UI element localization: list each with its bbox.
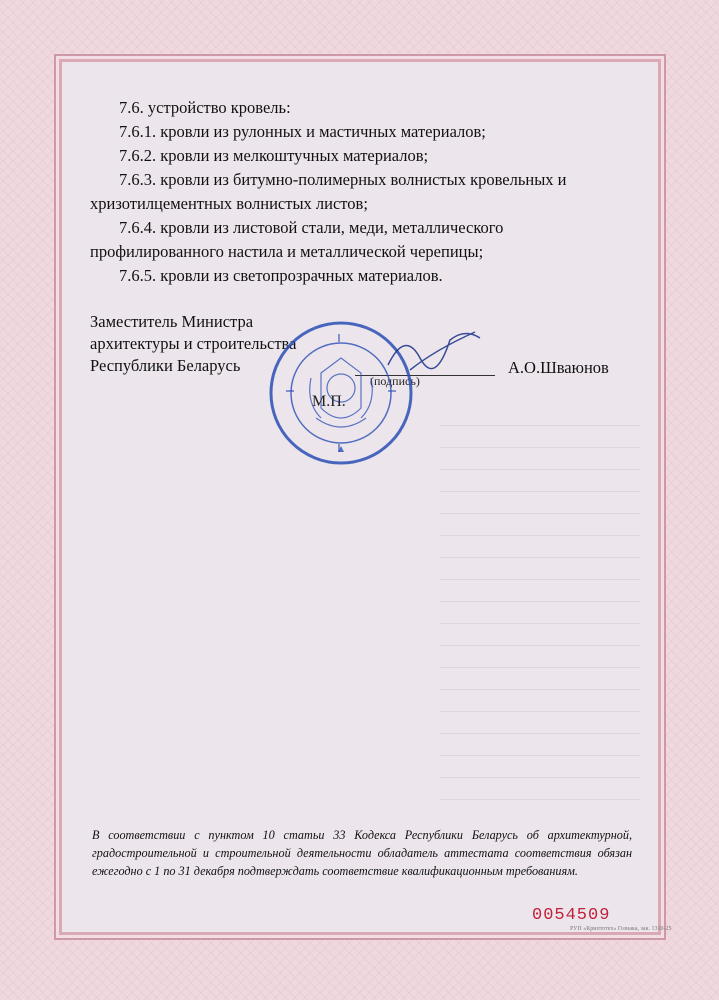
signatory-title-line3: Республики Беларусь <box>90 356 241 375</box>
item-7-6-4: 7.6.4. кровли из листовой стали, меди, металлического <box>119 218 504 237</box>
footer-notice: В соответствии с пунктом 10 статьи 33 Кодекса Республики Беларусь об архитектурной, градостроительной и строительной деятельности обладатель аттестата соответствия обязан ежегодно с 1 по 31 декабря подтверждать соответствие квалификационным требованиям. <box>92 828 632 878</box>
signature-caption: (подпись) <box>370 374 420 388</box>
item-7-6-3-cont: хризотилцементных волнистых листов; <box>90 194 368 213</box>
signatory-title-line1: Заместитель Министра <box>90 312 254 331</box>
show-through-texture <box>440 420 640 800</box>
serial-number: 0054509 <box>532 906 611 925</box>
signatory-name: А.О.Шваюнов <box>508 358 609 377</box>
item-7-6-5: 7.6.5. кровли из светопрозрачных материалов. <box>119 266 443 285</box>
item-7-6-3: 7.6.3. кровли из битумно-полимерных волнистых кровельных и <box>119 170 567 189</box>
seal-label: М.П. <box>312 393 346 410</box>
print-note: РУП «Криптотех» Гознака, зак. 1310-25 <box>570 926 672 932</box>
signatory-title-line2: архитектуры и строительства <box>90 334 297 353</box>
item-7-6: 7.6. устройство кровель: <box>119 98 291 117</box>
signature-scribble <box>380 320 490 380</box>
item-7-6-1: 7.6.1. кровли из рулонных и мастичных материалов; <box>119 122 486 141</box>
item-7-6-2: 7.6.2. кровли из мелкоштучных материалов; <box>119 146 429 165</box>
item-7-6-4-cont: профилированного настила и металлической черепицы; <box>90 242 484 261</box>
